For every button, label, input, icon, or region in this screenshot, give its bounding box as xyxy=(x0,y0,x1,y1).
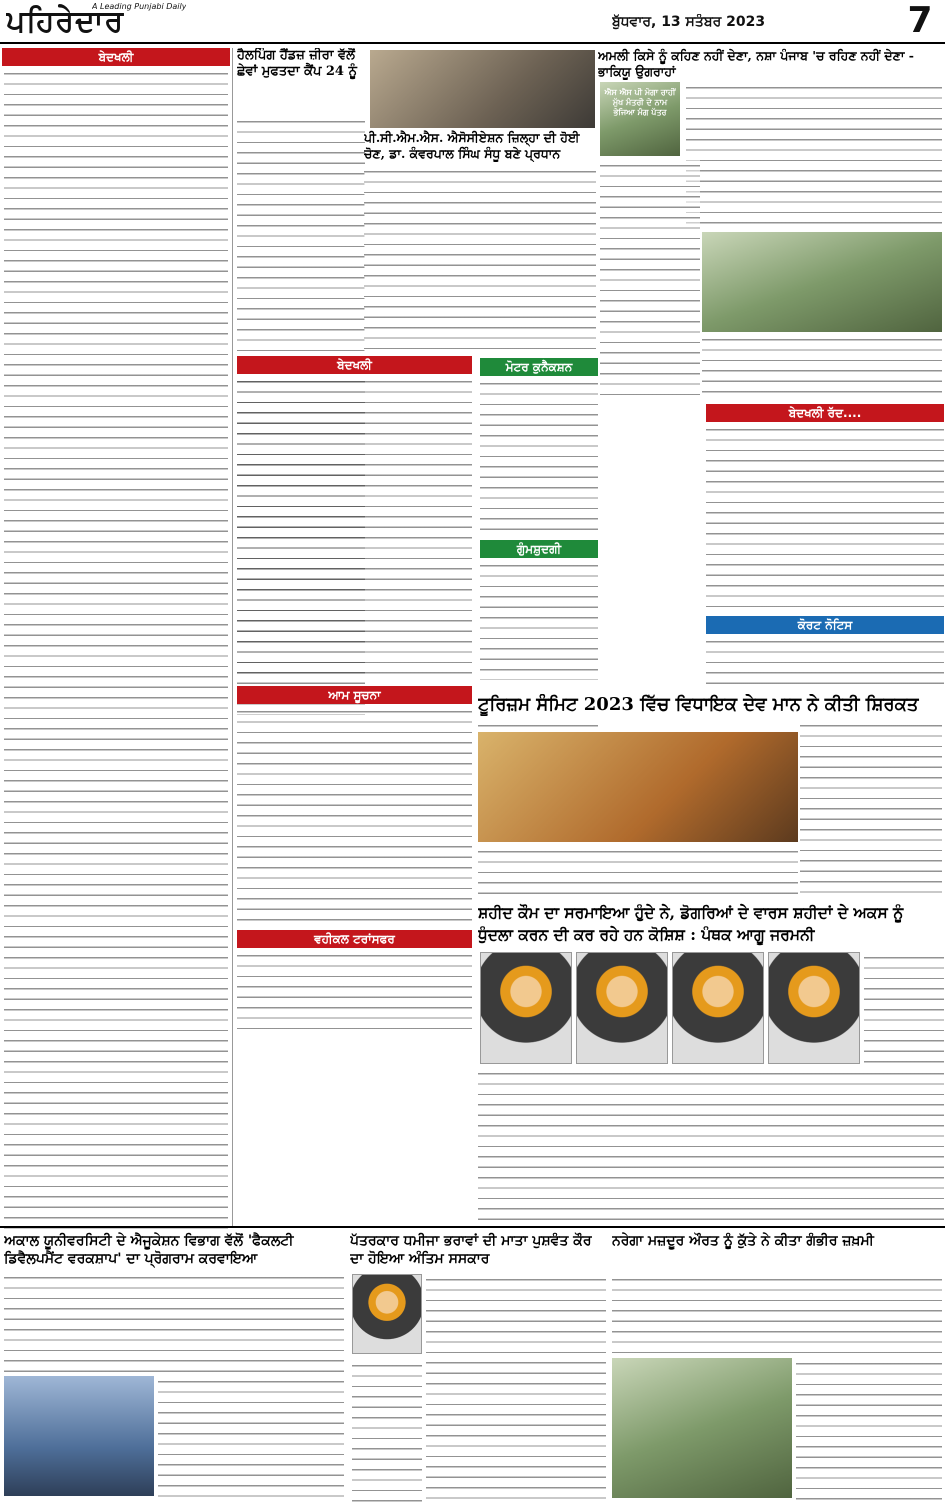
headline-narega: ਨਰੇਗਾ ਮਜ਼ਦੂਰ ਔਰਤ ਨੂੰ ਕੁੱਤੇ ਨੇ ਕੀਤਾ ਗੰਭੀਰ ਜ਼ਖ਼ਮੀ xyxy=(612,1233,874,1249)
portrait-2 xyxy=(576,952,668,1064)
akal-photo-1 xyxy=(4,1376,154,1496)
left-column-notices xyxy=(4,68,228,1238)
bku-article-body-2 xyxy=(600,160,700,400)
bedakhli-col2-notices xyxy=(237,376,472,676)
portrait-mata xyxy=(352,1274,422,1354)
shaheed-article-body xyxy=(478,1068,944,1220)
section-gumshudgi: ਗੁੰਮਸ਼ੁਦਗੀ xyxy=(480,540,598,558)
patarkar-body-2 xyxy=(352,1360,422,1502)
headline-tourism-summit: ਟੂਰਿਜ਼ਮ ਸੰਮਿਟ 2023 ਵਿੱਚ ਵਿਧਾਇਕ ਦੇਵ ਮਾਨ ਨੇ ਕੀਤੀ ਸ਼ਿਰਕਤ xyxy=(478,694,919,715)
aam-suchna-notices xyxy=(237,706,472,926)
cycle-rally-photo xyxy=(702,232,942,332)
gumshudgi-notices xyxy=(480,560,598,680)
pcms-article-body xyxy=(364,166,596,356)
headline-akal-university: ਅਕਾਲ ਯੂਨੀਵਰਸਿਟੀ ਦੇ ਐਜੂਕੇਸ਼ਨ ਵਿਭਾਗ ਵੱਲੋਂ 'ਫੈਕਲਟੀ ਡਿਵੈਲਪਮੈਂਟ ਵਰਕਸ਼ਾਪ' ਦਾ ਪ੍ਰੋਗਰਾਮ ਕਰਵਾਇਆ xyxy=(4,1233,294,1267)
headline-bku-ugrahan: ਅਮਲੀ ਕਿਸੇ ਨੂੰ ਕਹਿਣ ਨਹੀਂ ਦੇਣਾ, ਨਸ਼ਾ ਪੰਜਾਬ 'ਚ ਰਹਿਣ ਨਹੀਂ ਦੇਣਾ - ਭਾਕਿਯੂ ਉਗਰਾਹਾਂ xyxy=(598,48,914,79)
masthead xyxy=(0,0,945,44)
bku-article-body xyxy=(686,82,942,232)
shaheed-body-side xyxy=(864,952,944,1064)
bku-subhead: ਐਸ ਐਸ ਪੀ ਮੋਗਾ ਰਾਹੀਂ ਮੁੱਖ ਮੰਤਰੀ ਦੇ ਨਾਮ ਭੇਜਿਆ ਮੰਗ ਪੱਤਰ xyxy=(604,88,676,117)
portrait-1 xyxy=(480,952,572,1064)
bottom-divider xyxy=(0,1226,945,1228)
portrait-3 xyxy=(672,952,764,1064)
issue-date: ਬੁੱਧਵਾਰ, 13 ਸਤੰਬਰ 2023 xyxy=(612,14,766,30)
column-divider xyxy=(232,48,233,1228)
cycle-rally-body xyxy=(702,334,942,400)
section-aam-suchna: ਆਮ ਸੂਚਨਾ xyxy=(237,686,472,704)
newspaper-tagline: A Leading Punjabi Daily xyxy=(92,2,187,11)
headline-patarkar-mata: ਪੱਤਰਕਾਰ ਧਮੀਜਾ ਭਰਾਵਾਂ ਦੀ ਮਾਤਾ ਪੁਸ਼ਵੰਤ ਕੌਰ ਦਾ ਹੋਇਆ ਅੰਤਿਮ ਸਸਕਾਰ xyxy=(350,1233,592,1267)
newspaper-logo: ਪਹਿਰੇਦਾਰ xyxy=(6,4,125,39)
akal-body xyxy=(4,1272,344,1372)
headline-helping-hands: ਹੈਲਪਿੰਗ ਹੈਂਡਜ਼ ਜ਼ੀਰਾ ਵੱਲੋਂ ਛੇਵਾਂ ਮੁਫਤਦਾ ਕੈਂਪ 24 ਨੂੰ xyxy=(237,48,357,79)
section-bedakhli-left: ਬੇਦਖਲੀ xyxy=(2,48,230,66)
section-vehicle-transfer: ਵਹੀਕਲ ਟਰਾਂਸਫਰ xyxy=(237,930,472,948)
narega-body xyxy=(612,1274,942,1354)
vehicle-transfer-notices xyxy=(237,950,472,1030)
narega-body-2 xyxy=(796,1358,942,1502)
headline-shaheed: ਸ਼ਹੀਦ ਕੌਮ ਦਾ ਸਰਮਾਇਆ ਹੁੰਦੇ ਨੇ, ਡੋਗਰਿਆਂ ਦੇ ਵਾਰਸ ਸ਼ਹੀਦਾਂ ਦੇ ਅਕਸ ਨੂੰ ਧੁੰਦਲਾ ਕਰਨ ਦੀ ਕਰ ਰਹੇ ਹਨ ਕੋਸ਼ਿਸ਼ : ਪੰਥਕ ਆਗੂ ਜਰਮਨੀ xyxy=(478,903,904,944)
tourism-summit-photo xyxy=(478,732,798,842)
akal-body-2 xyxy=(158,1376,344,1502)
page-number: 7 xyxy=(907,0,933,41)
section-motor-connection: ਮੋਟਰ ਕੁਨੈਕਸ਼ਨ xyxy=(480,358,598,376)
tourism-body-3 xyxy=(478,846,798,898)
tourism-body-2 xyxy=(800,720,942,900)
pcms-group-photo xyxy=(370,50,595,128)
bedakhli-radd-notices xyxy=(706,424,944,614)
narega-photo xyxy=(612,1358,792,1498)
patarkar-body xyxy=(426,1274,606,1502)
portrait-4 xyxy=(768,952,860,1064)
court-notice-body xyxy=(706,636,944,686)
motor-connection-notices xyxy=(480,378,598,538)
section-bedakhli-col2: ਬੇਦਖਲੀ xyxy=(237,356,472,374)
section-bedakhli-radd: ਬੇਦਖਲੀ ਰੱਦ.... xyxy=(706,404,944,422)
headline-pcms-election: ਪੀ.ਸੀ.ਐਮ.ਐਸ. ਐਸੋਸੀਏਸ਼ਨ ਜ਼ਿਲ੍ਹਾ ਦੀ ਹੋਈ ਚੋਣ, ਡਾ. ਕੰਵਰਪਾਲ ਸਿੰਘ ਸੰਧੂ ਬਣੇ ਪ੍ਰਧਾਨ xyxy=(364,130,580,161)
section-court-notice: ਕੋਰਟ ਨੋਟਿਸ xyxy=(706,616,944,634)
